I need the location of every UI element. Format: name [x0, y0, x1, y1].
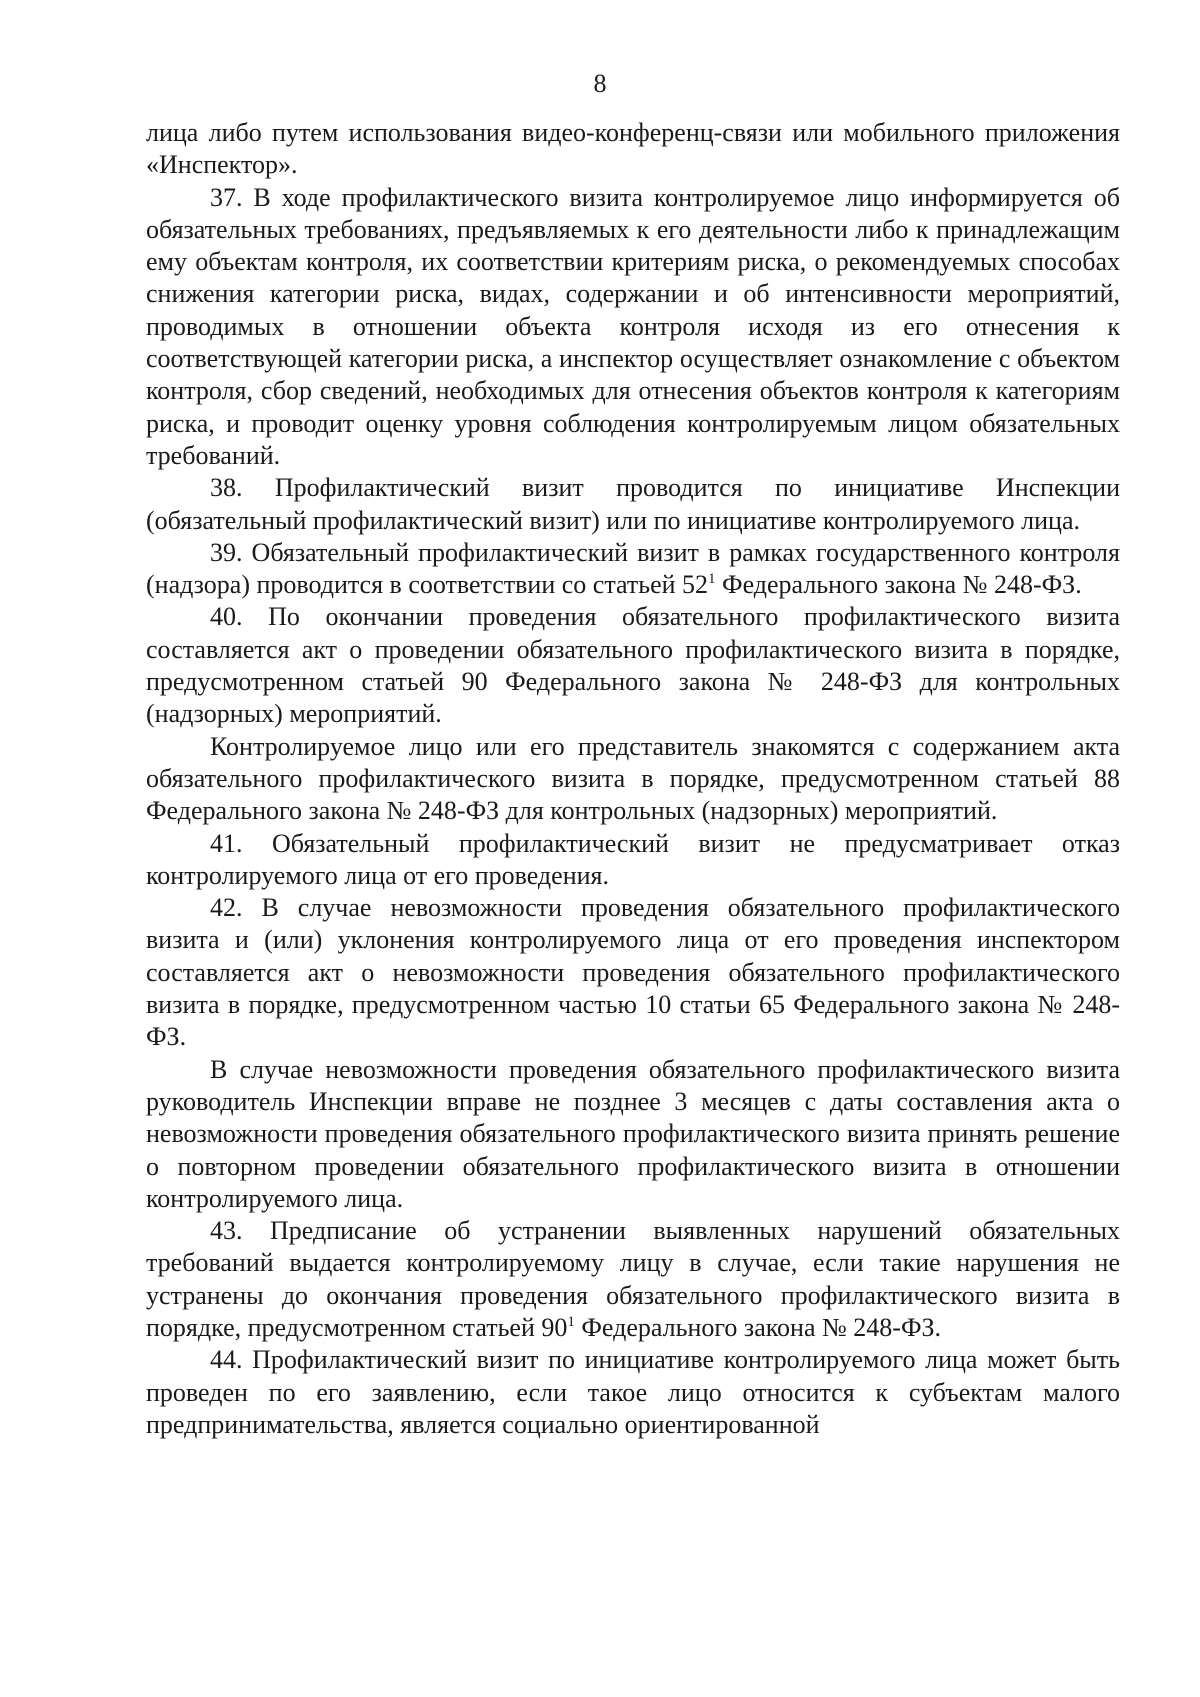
superscript-index: 1	[567, 1313, 575, 1330]
page-number: 8	[593, 69, 607, 98]
paragraph-39-text: 39. Обязательный профилактический визит в рамках государственного контроля (надзора) проводится в соответствии со статьей 52	[146, 537, 1120, 600]
paragraph-43-text-end: Федерального закона № 248-ФЗ.	[574, 1312, 942, 1342]
superscript-index: 1	[708, 571, 716, 588]
document-body	[146, 117, 1120, 1441]
paragraph-41: 41. Обязательный профилактический визит не предусматривает отказ контролируемого лица от его проведения.	[146, 828, 1120, 890]
paragraph-40: 40. По окончании проведения обязательного профилактического визита составляется акт о проведении обязательного профилактического визита в порядке, предусмотренном статьей 90 Федерального закона № 248-ФЗ для контрольных (надзорных) мероприятий.	[146, 602, 1120, 729]
paragraph-37: 37. В ходе профилактического визита контролируемое лицо информируется об обязательных требованиях, предъявляемых к его деятельности либо к принадлежащим ему объектам контроля, их соответствии критериям риска, о рекомендуемых способах снижения категории риска, видах, содержании и об интенсивности мероприятий, проводимых в отношении объекта контроля исходя из его отнесения к соответствующей категории риска, а инспектор осуществляет ознакомление с объектом контроля, сбор сведений, необходимых для отнесения объектов контроля к категориям риска, и проводит оценку уровня соблюдения контролируемым лицом обязательных требований.	[146, 182, 1120, 470]
paragraph-40-part-2: Контролируемое лицо или его представитель знакомятся с содержанием акта обязательного профилактического визита в порядке, предусмотренном статьей 88 Федерального закона № 248-ФЗ для контрольных (надзорных) мероприятий.	[146, 731, 1120, 826]
paragraph-39	[146, 537, 1120, 602]
paragraph-42-part-2: В случае невозможности проведения обязательного профилактического визита руководитель Инспекции вправе не позднее 3 месяцев с даты составления акта о невозможности проведения обязательного профилактического визита принять решение о повторном проведении обязательного профилактического визита в отношении контролируемого лица.	[146, 1054, 1120, 1213]
paragraph-44: 44. Профилактический визит по инициативе контролируемого лица может быть проведен по его заявлению, если такое лицо относится к субъектам малого предпринимательства, является социально ориентированной	[146, 1345, 1120, 1439]
paragraph-39-text-end: Федерального закона № 248-ФЗ.	[715, 570, 1082, 600]
paragraph-36-continuation: лица либо путем использования видео-конференц-связи или мобильного приложения «Инспектор».	[146, 118, 1120, 180]
paragraph-43-text: 43. Предписание об устранении выявленных нарушений обязательных требований выдается контролируемому лицу в случае, если такие нарушения не устранены до окончания проведения обязательного профилактического визита в порядке, предусмотренном статьей 90	[146, 1216, 1120, 1342]
paragraph-38: 38. Профилактический визит проводится по инициативе Инспекции (обязательный профилактический визит) или по инициативе контролируемого лица.	[146, 473, 1120, 535]
paragraph-42: 42. В случае невозможности проведения обязательного профилактического визита и (или) уклонения контролируемого лица от его проведения инспектором составляется акт о невозможности проведения обязательного профилактического визита в порядке, предусмотренном частью 10 статьи 65 Федерального закона № 248-ФЗ.	[146, 893, 1120, 1052]
paragraph-43	[146, 1215, 1120, 1344]
